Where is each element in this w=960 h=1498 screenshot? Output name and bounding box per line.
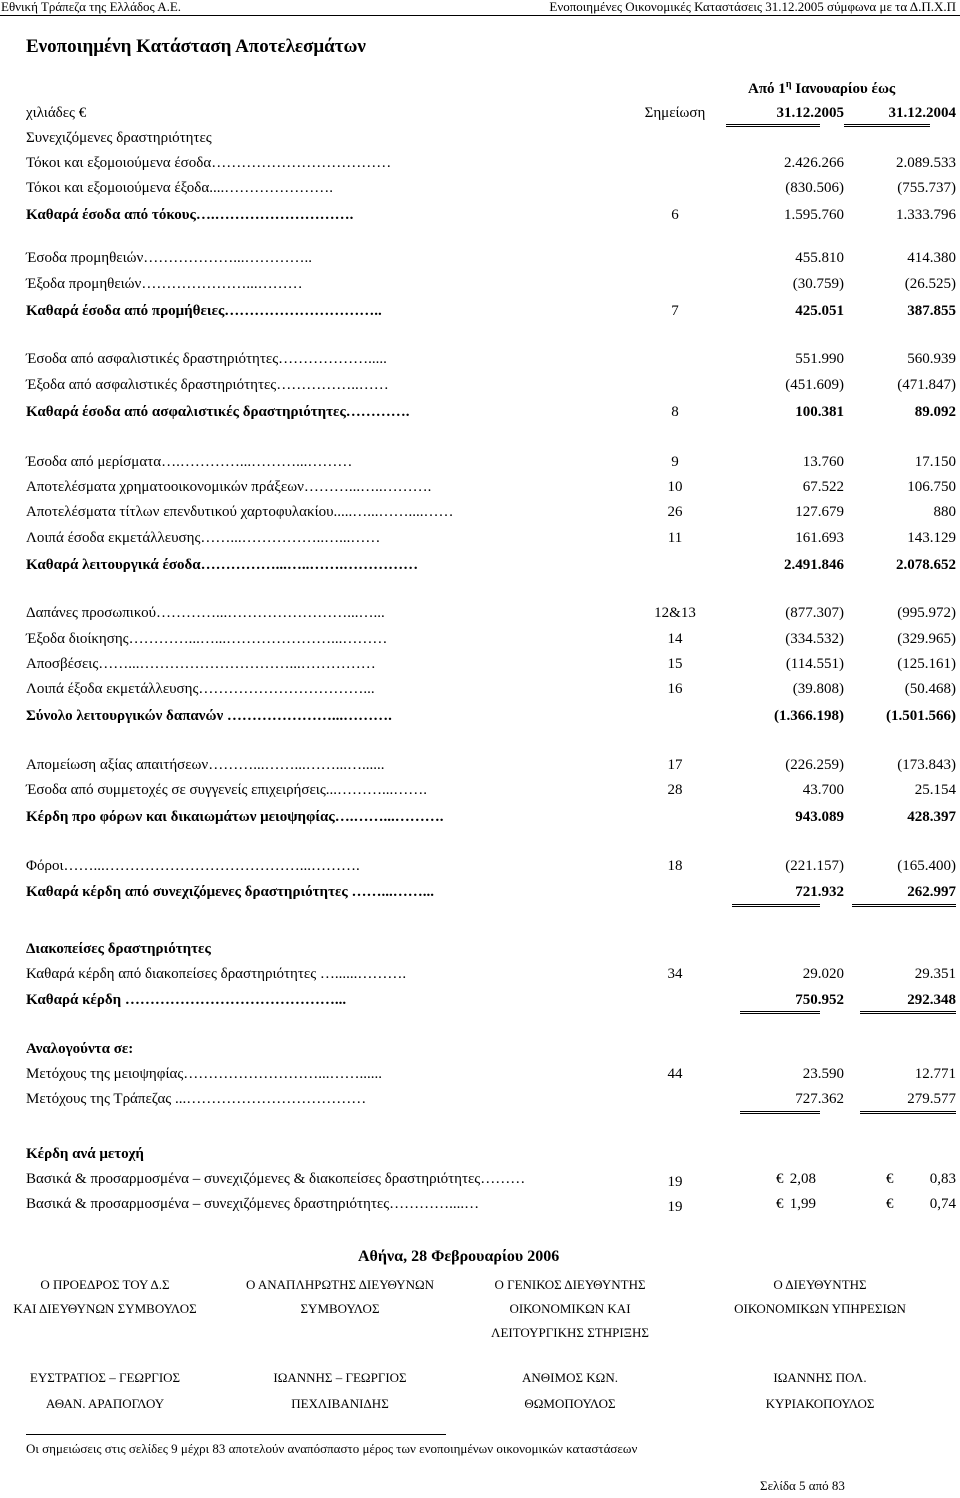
signature-role: Ο ΔΙΕΥΘΥΝΤΗΣ: [773, 1277, 867, 1292]
signature-name: ΠΕΧΛΙΒΑΝΙΔΗΣ: [291, 1396, 389, 1411]
row-label: Σύνολο λειτουργικών δαπανών …………………...……….: [26, 708, 392, 724]
table-row-total: [26, 990, 956, 1010]
table-row: [26, 502, 956, 522]
row-note: 16: [667, 681, 683, 697]
row-value-2004: 262.997: [907, 884, 956, 900]
row-value-2004: (165.400): [897, 858, 956, 874]
row-value-2005: 2,08: [789, 1171, 816, 1187]
row-value-2005: 1,99: [789, 1196, 816, 1212]
row-value-2005: 100.381: [795, 404, 844, 420]
row-label: Καθαρά κέρδη από συνεχιζόμενες δραστηριότητες ……...……...: [26, 884, 434, 900]
attrib-underline-2005: [740, 1111, 820, 1114]
header-underline-2005: [726, 124, 820, 127]
signature-name: ΘΩΜΟΠΟΥΛΟΣ: [524, 1396, 616, 1411]
row-value-2004: 414.380: [907, 250, 956, 266]
table-row: [26, 178, 956, 198]
table-row: [26, 248, 956, 268]
row-value-2005: (39.808): [792, 681, 844, 697]
table-row-subtotal: [26, 807, 956, 827]
period-superscript: η: [785, 79, 792, 90]
signature-role: Ο ΓΕΝΙΚΟΣ ΔΙΕΥΘΥΝΤΗΣ: [494, 1277, 646, 1292]
row-note: 34: [667, 966, 683, 982]
row-value-2004: 1.333.796: [896, 207, 956, 223]
row-label: Κέρδη ανά μετοχή: [26, 1146, 144, 1162]
row-value-2005: 551.990: [795, 351, 844, 367]
row-label: Απομείωση αξίας απαιτήσεων………...……...……...…......: [26, 757, 385, 773]
signature-role: ΚΑΙ ΔΙΕΥΘΥΝΩΝ ΣΥΜΒΟΥΛΟΣ: [13, 1301, 197, 1316]
column-note: Σημείωση: [644, 105, 706, 121]
header-company: Εθνική Τράπεζα της Ελλάδος Α.Ε.: [1, 0, 182, 14]
row-note: 26: [667, 504, 683, 520]
row-label: Συνεχιζόμενες δραστηριότητες: [26, 130, 212, 146]
table-row: [26, 679, 956, 699]
total-underline-2005: [732, 904, 820, 907]
row-label: Καθαρά λειτουργικά έσοδα……………...…..…….……………: [26, 557, 419, 573]
table-row: [26, 528, 956, 548]
table-row: [26, 375, 956, 395]
table-row: [26, 629, 956, 649]
row-value-2004: 2.078.652: [896, 557, 956, 573]
row-note: 8: [671, 404, 679, 420]
row-label: Φόροι……...…………………………………...……….: [26, 858, 360, 874]
table-row-subtotal: [26, 706, 956, 726]
row-note: 11: [667, 530, 683, 546]
row-value-2004: 560.939: [907, 351, 956, 367]
table-row: [26, 1064, 956, 1084]
row-label: Έσοδα από μερίσματα….…………...………...………: [26, 454, 353, 470]
place-date: Αθήνα, 28 Φεβρουαρίου 2006: [358, 1248, 560, 1265]
row-note: 19: [667, 1199, 683, 1215]
row-value-2004: 387.855: [907, 303, 956, 319]
row-value-2004: 428.397: [907, 809, 956, 825]
signature-role: ΟΙΚΟΝΟΜΙΚΩΝ ΥΠΗΡΕΣΙΩΝ: [734, 1301, 906, 1316]
row-label: Καθαρά έσοδα από ασφαλιστικές δραστηριότητες………….: [26, 404, 410, 420]
table-row: [26, 1194, 956, 1214]
row-note: 17: [667, 757, 683, 773]
row-value-2005: 29.020: [802, 966, 844, 982]
row-label: Τόκοι και εξομοιούμενα έξοδα....………………….: [26, 180, 333, 196]
row-value-2004: (173.843): [897, 757, 956, 773]
row-note: 19: [667, 1174, 683, 1190]
table-row-subtotal: [26, 402, 956, 422]
net-underline-2004: [860, 1011, 956, 1014]
table-row: [26, 856, 956, 876]
row-value-2005: 1.595.760: [784, 207, 844, 223]
header-rule: [0, 15, 960, 16]
total-underline-2004: [852, 904, 956, 907]
row-note: 18: [667, 858, 683, 874]
signature-name: ΙΩΑΝΝΗΣ ΠΟΛ.: [773, 1370, 867, 1385]
row-value-2005: 721.932: [795, 884, 844, 900]
row-label: Μετόχους της μειοψηφίας………………………...……......: [26, 1066, 383, 1082]
signature-role: Ο ΑΝΑΠΛΗΡΩΤΗΣ ΔΙΕΥΘΥΝΩΝ: [245, 1277, 435, 1292]
row-value-2004: 143.129: [907, 530, 956, 546]
row-note: 6: [671, 207, 679, 223]
table-row-subtotal: [26, 555, 956, 575]
page-number: Σελίδα 5 από 83: [760, 1478, 845, 1493]
column-year-2005: 31.12.2005: [776, 105, 844, 121]
row-label: Έξοδα προμηθειών…………………...………: [26, 276, 303, 292]
row-value-2004: 279.577: [907, 1091, 956, 1107]
row-value-2004: (471.847): [897, 377, 956, 393]
row-value-2004: 89.092: [914, 404, 956, 420]
table-row: [26, 349, 956, 369]
row-value-2005: 455.810: [795, 250, 844, 266]
page-header: [0, 0, 960, 14]
euro-sign: €: [886, 1196, 894, 1212]
row-value-2004: 106.750: [907, 479, 956, 495]
row-value-2005: (1.366.198): [774, 708, 844, 724]
row-value-2004: 29.351: [914, 966, 956, 982]
row-value-2005: (877.307): [785, 605, 844, 621]
row-label: Αποσβέσεις……...…………………………...……………: [26, 656, 376, 672]
column-units: χιλιάδες €: [26, 105, 87, 121]
row-label: Μετόχους της Τράπεζας ...………………………………: [26, 1091, 367, 1107]
row-value-2004: (995.972): [897, 605, 956, 621]
period-suffix: Ιανουαρίου έως: [791, 81, 896, 97]
row-value-2005: 23.590: [802, 1066, 844, 1082]
section-heading: [26, 1144, 956, 1164]
row-label: Καθαρά έσοδα από τόκους….……………………….: [26, 207, 354, 223]
row-label: Έξοδα διοίκησης…………...…...…………………...………: [26, 631, 388, 647]
row-value-2005: 127.679: [795, 504, 844, 520]
table-row: [26, 452, 956, 472]
section-heading: [26, 939, 956, 959]
table-row: [26, 964, 956, 984]
row-note: 12&13: [654, 605, 696, 621]
row-value-2004: 0,83: [929, 1171, 956, 1187]
section-heading: [26, 128, 956, 148]
signature-name: ΚΥΡΙΑΚΟΠΟΥΛΟΣ: [765, 1396, 875, 1411]
table-row: [26, 153, 956, 173]
period-heading: [748, 79, 895, 98]
row-value-2004: 0,74: [929, 1196, 956, 1212]
table-row: [26, 1169, 956, 1189]
row-note: 14: [667, 631, 683, 647]
signature-role: ΣΥΜΒΟΥΛΟΣ: [300, 1301, 380, 1316]
signature-name: ΙΩΑΝΝΗΣ – ΓΕΩΡΓΙΟΣ: [273, 1370, 407, 1385]
row-label: Αποτελέσματα τίτλων επενδυτικού χαρτοφυλακίου.....…...……....……: [26, 504, 454, 520]
row-label: Έσοδα από ασφαλιστικές δραστηριότητες……………….....: [26, 351, 387, 367]
row-label: Βασικά & προσαρμοσμένα – συνεχιζόμενες δραστηριότητες…………....…: [26, 1196, 480, 1212]
row-label: Καθαρά έσοδα από προμήθειες…………………………..: [26, 303, 382, 319]
table-row: [26, 274, 956, 294]
row-note: 7: [671, 303, 679, 319]
row-value-2005: 43.700: [802, 782, 844, 798]
period-prefix: Από 1: [748, 81, 786, 97]
row-label: Έξοδα από ασφαλιστικές δραστηριότητες……………..……: [26, 377, 389, 393]
row-label: Λοιπά έσοδα εκμετάλλευσης……...……………..…...……: [26, 530, 381, 546]
table-row: [26, 477, 956, 497]
euro-sign: €: [776, 1196, 784, 1212]
row-value-2005: (830.506): [785, 180, 844, 196]
row-value-2004: (1.501.566): [886, 708, 956, 724]
row-value-2004: (329.965): [897, 631, 956, 647]
signature-role: ΟΙΚΟΝΟΜΙΚΩΝ ΚΑΙ: [509, 1301, 631, 1316]
row-value-2004: (125.161): [897, 656, 956, 672]
row-value-2005: (451.609): [785, 377, 844, 393]
row-value-2005: (221.157): [785, 858, 844, 874]
row-value-2005: (30.759): [792, 276, 844, 292]
euro-sign: €: [886, 1171, 894, 1187]
row-value-2004: 17.150: [914, 454, 956, 470]
row-label: Καθαρά κέρδη ……………………………………...: [26, 992, 347, 1008]
row-value-2005: (334.532): [785, 631, 844, 647]
header-underline-2004: [844, 124, 930, 127]
row-value-2004: (755.737): [897, 180, 956, 196]
signature-name: ΑΘΑΝ. ΑΡΑΠΟΓΛΟΥ: [45, 1396, 165, 1411]
statement-title: Ενοποιημένη Κατάσταση Αποτελεσμάτων: [26, 36, 366, 57]
row-value-2005: (114.551): [785, 656, 844, 672]
row-value-2004: 2.089.533: [896, 155, 956, 171]
table-row-subtotal: [26, 205, 956, 225]
row-label: Τόκοι και εξομοιούμενα έσοδα………………………………: [26, 155, 392, 171]
attrib-underline-2004: [860, 1111, 956, 1114]
row-value-2004: 25.154: [914, 782, 956, 798]
row-value-2005: 943.089: [795, 809, 844, 825]
footnote-rule: [26, 1434, 446, 1435]
row-label: Έσοδα από συμμετοχές σε συγγενείς επιχειρήσεις...………...…….: [26, 782, 428, 798]
row-value-2004: (26.525): [904, 276, 956, 292]
row-label: Διακοπείσες δραστηριότητες: [26, 941, 211, 957]
row-note: 44: [667, 1066, 683, 1082]
row-label: Λοιπά έξοδα εκμετάλλευσης……………………………...: [26, 681, 375, 697]
row-label: Καθαρά κέρδη από διακοπείσες δραστηριότητες …......……….: [26, 966, 407, 982]
table-row: [26, 1089, 956, 1109]
euro-sign: €: [776, 1171, 784, 1187]
row-value-2005: 750.952: [795, 992, 844, 1008]
signature-role: Ο ΠΡΟΕΔΡΟΣ ΤΟΥ Δ.Σ: [40, 1277, 170, 1292]
row-value-2005: 2.426.266: [784, 155, 844, 171]
row-value-2004: 292.348: [907, 992, 956, 1008]
row-value-2004: (50.468): [904, 681, 956, 697]
table-row: [26, 654, 956, 674]
row-label: Κέρδη προ φόρων και δικαιωμάτων μειοψηφίας….……...……….: [26, 809, 444, 825]
row-value-2004: 880: [933, 504, 956, 520]
row-value-2005: 727.362: [795, 1091, 844, 1107]
table-row: [26, 780, 956, 800]
table-row-subtotal: [26, 301, 956, 321]
row-label: Έσοδα προμηθειών………………...…………..: [26, 250, 313, 266]
signature-role: ΛΕΙΤΟΥΡΓΙΚΗΣ ΣΤΗΡΙΞΗΣ: [491, 1325, 649, 1340]
row-note: 9: [671, 454, 679, 470]
row-label: Δαπάνες προσωπικού…………...……………………...…...: [26, 605, 385, 621]
row-value-2005: 13.760: [802, 454, 844, 470]
column-header-row: [26, 103, 956, 123]
row-note: 10: [667, 479, 683, 495]
table-row: [26, 603, 956, 623]
signature-name: ΑΝΘΙΜΟΣ ΚΩΝ.: [522, 1370, 618, 1385]
row-note: 28: [667, 782, 683, 798]
table-row: [26, 755, 956, 775]
row-note: 15: [667, 656, 683, 672]
row-label: Αποτελέσματα χρηματοοικονομικών πράξεων………...…..……….: [26, 479, 432, 495]
signature-name: ΕΥΣΤΡΑΤΙΟΣ – ΓΕΩΡΓΙΟΣ: [29, 1370, 181, 1385]
row-value-2005: 2.491.846: [784, 557, 844, 573]
section-heading: [26, 1039, 956, 1059]
row-value-2005: 67.522: [802, 479, 844, 495]
net-underline-2005: [740, 1011, 820, 1014]
row-value-2005: 425.051: [795, 303, 844, 319]
row-value-2005: (226.259): [785, 757, 844, 773]
row-label: Αναλογούντα σε:: [26, 1041, 134, 1057]
row-value-2005: 161.693: [795, 530, 844, 546]
column-year-2004: 31.12.2004: [888, 105, 956, 121]
row-label: Βασικά & προσαρμοσμένα – συνεχιζόμενες & διακοπείσες δραστηριότητες………: [26, 1171, 526, 1187]
table-row-total: [26, 882, 956, 902]
footnote: Οι σημειώσεις στις σελίδες 9 μέχρι 83 αποτελούν αναπόσπαστο μέρος των ενοποιημένων οικονομικών καταστάσεων: [26, 1441, 638, 1456]
header-document: Ενοποιημένες Οικονομικές Καταστάσεις 31.12.2005 σύμφωνα με τα Δ.Π.Χ.Π: [549, 0, 956, 14]
row-value-2004: 12.771: [914, 1066, 956, 1082]
